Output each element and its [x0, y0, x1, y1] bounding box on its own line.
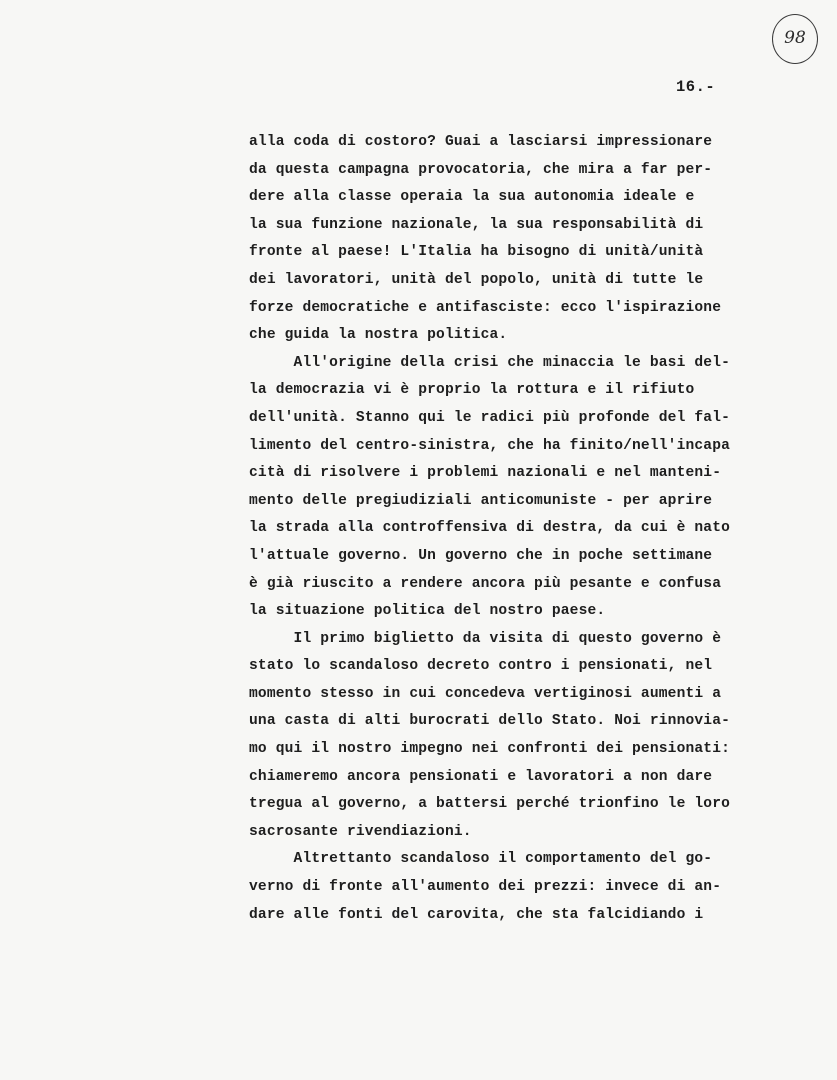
text-line: All'origine della crisi che minaccia le basi del-	[249, 354, 731, 371]
text-line: cità di risolvere i problemi nazionali e nel manteni-	[249, 465, 722, 482]
archive-stamp-number: 98	[784, 28, 806, 48]
text-line: dell'unità. Stanno qui le radici più profonde del fal-	[249, 409, 731, 426]
text-line: Altrettanto scandaloso il comportamento del go-	[249, 851, 713, 868]
text-line: tregua al governo, a battersi perché trionfino le loro	[249, 796, 731, 813]
text-line: dei lavoratori, unità del popolo, unità di tutte le	[249, 271, 704, 288]
text-line: alla coda di costoro? Guai a lasciarsi impressionare	[249, 134, 713, 150]
text-line: stato lo scandaloso decreto contro i pensionati, nel	[249, 658, 713, 675]
archive-stamp	[772, 14, 818, 64]
show-through-watermark	[140, 590, 181, 702]
text-line: la sua funzione nazionale, la sua responsabilità di	[249, 216, 704, 233]
text-line: la strada alla controffensiva di destra, da cui è nato	[249, 520, 731, 537]
text-line: la situazione politica del nostro paese.	[249, 603, 606, 620]
text-line: momento stesso in cui concedeva vertiginosi aumenti a	[249, 685, 722, 702]
text-line: limento del centro-sinistra, che ha finito/nell'incapa	[249, 437, 731, 454]
text-line: forze democratiche e antifasciste: ecco l'ispirazione	[249, 299, 722, 316]
text-line: verno di fronte all'aumento dei prezzi: invece di an-	[249, 879, 722, 896]
text-line: è già riuscito a rendere ancora più pesante e confusa	[249, 575, 722, 592]
text-line: fronte al paese! L'Italia ha bisogno di unità/unità	[249, 244, 704, 261]
text-line: dere alla classe operaia la sua autonomia ideale e	[249, 189, 695, 206]
page-number: 16.-	[676, 78, 716, 96]
text-line: da questa campagna provocatoria, che mira a far per-	[249, 161, 713, 178]
text-line: mo qui il nostro impegno nei confronti dei pensionati:	[249, 741, 731, 758]
text-line: la democrazia vi è proprio la rottura e il rifiuto	[249, 382, 695, 399]
text-line: dare alle fonti del carovita, che sta falcidiando i	[249, 906, 704, 923]
typed-body-text	[249, 129, 789, 929]
text-line: che guida la nostra politica.	[249, 327, 508, 344]
text-line: una casta di alti burocrati dello Stato. Noi rinnovia-	[249, 713, 731, 730]
text-line: Il primo biglietto da visita di questo governo è	[249, 630, 722, 647]
text-line: l'attuale governo. Un governo che in poche settimane	[249, 547, 713, 564]
text-line: sacrosante rivendiazioni.	[249, 823, 472, 840]
text-line: chiameremo ancora pensionati e lavoratori a non dare	[249, 768, 713, 785]
text-line: mento delle pregiudiziali anticomuniste - per aprire	[249, 492, 713, 509]
